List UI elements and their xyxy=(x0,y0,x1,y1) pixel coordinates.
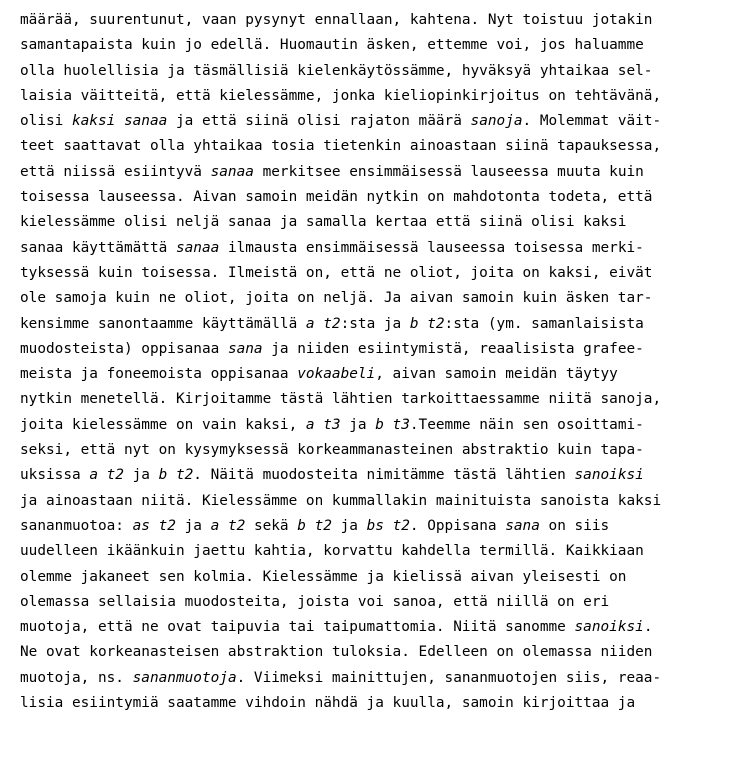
emphasis-run: sanaa xyxy=(175,239,220,256)
text-line xyxy=(20,615,732,640)
text-run: . Molemmat väit- xyxy=(522,113,662,130)
text-line xyxy=(20,640,732,665)
emphasis-run: sanoiksi xyxy=(574,619,644,636)
text-run: sananmuotoa: xyxy=(20,517,133,534)
text-run: ja että siinä olisi rajaton määrä xyxy=(167,113,471,130)
text-run: laisia väitteitä, että kielessämme, jonka kieliopinkirjoitus on tehtävänä, xyxy=(20,87,662,104)
text-run: :sta (ym. samanlaisista xyxy=(444,315,644,332)
text-line xyxy=(20,84,732,109)
emphasis-run: kaksi sanaa xyxy=(71,113,168,130)
text-run: uudelleen ikäänkuin jaettu kahtia, korvattu kahdella termillä. Kaikkiaan xyxy=(20,543,644,560)
text-run: :sta ja xyxy=(340,315,410,332)
text-run: lisia esiintymiä saatamme vihdoin nähdä ja kuulla, samoin kirjoittaa ja xyxy=(20,695,636,712)
text-run: ja niiden esiintymistä, reaalisista grafee- xyxy=(262,340,644,357)
text-run: samantapaista kuin jo edellä. Huomautin äsken, ettemme voi, jos haluamme xyxy=(20,37,644,54)
text-run: . Viimeksi mainittujen, sananmuotojen siis, reaa- xyxy=(236,669,662,686)
emphasis-run: sana xyxy=(227,340,263,357)
text-run: ja xyxy=(340,416,376,433)
emphasis-run: sanoiksi xyxy=(574,467,644,484)
text-run: . Oppisana xyxy=(409,517,506,534)
text-run: toisessa lauseessa. Aivan samoin meidän nytkin on mahdotonta todeta, että xyxy=(20,189,653,206)
text-run: , aivan samoin meidän täytyy xyxy=(375,366,618,383)
text-run: sanaa käyttämättä xyxy=(20,239,176,256)
emphasis-run: sana xyxy=(505,517,540,534)
text-line xyxy=(20,185,732,210)
text-line xyxy=(20,312,732,337)
text-run: sekä xyxy=(245,517,298,534)
text-run: ja ainoastaan niitä. Kielessämme on kummallakin mainituista sanoista kaksi xyxy=(20,492,662,509)
emphasis-run: as t2 xyxy=(132,517,176,534)
text-run: ja xyxy=(175,517,211,534)
emphasis-run: b t2 xyxy=(158,467,194,484)
text-run: on siis xyxy=(539,517,610,534)
text-run: seksi, että nyt on kysymyksessä korkeammanasteinen abstraktio kuin tapa- xyxy=(20,442,644,459)
text-line xyxy=(20,514,732,539)
text-run: merkitsee ensimmäisessä lauseessa muuta kuin xyxy=(253,163,644,180)
text-run: teet saattavat olla yhtaikaa tosia tietenkin ainoastaan siinä tapauksessa, xyxy=(20,138,662,155)
text-line xyxy=(20,666,732,691)
emphasis-run: vokaabeli xyxy=(297,366,376,383)
text-line xyxy=(20,362,732,387)
text-line xyxy=(20,463,732,488)
text-line xyxy=(20,413,732,438)
text-line xyxy=(20,539,732,564)
text-run: Ne ovat korkeanasteisen abstraktion tuloksia. Edelleen on olemassa niiden xyxy=(20,644,653,661)
text-line xyxy=(20,691,732,716)
text-run: ja xyxy=(123,467,159,484)
text-run: .Teemme näin sen osoittami- xyxy=(409,416,644,433)
text-run: kensimme sanontaamme käyttämällä xyxy=(20,315,306,332)
text-run: ja xyxy=(331,517,367,534)
text-line xyxy=(20,489,732,514)
text-run: olisi xyxy=(20,113,72,130)
text-run: muodosteista) oppisanaa xyxy=(20,340,228,357)
text-line xyxy=(20,590,732,615)
emphasis-run: a t2 xyxy=(89,467,124,484)
emphasis-run: b t3 xyxy=(375,416,410,433)
emphasis-run: sanaa xyxy=(210,163,254,180)
text-line xyxy=(20,33,732,58)
text-run: olla huolellisia ja täsmällisiä kielenkäytössämme, hyväksyä yhtaikaa sel- xyxy=(20,62,653,79)
text-line xyxy=(20,387,732,412)
emphasis-run: a t2 xyxy=(305,315,341,332)
emphasis-run: sanoja xyxy=(470,113,523,130)
text-line xyxy=(20,134,732,159)
text-line xyxy=(20,109,732,134)
text-run: että niissä esiintyvä xyxy=(20,163,211,180)
text-line xyxy=(20,236,732,261)
text-run: . Näitä muodosteita nimitämme tästä lähtien xyxy=(193,467,575,484)
emphasis-run: b t2 xyxy=(409,315,445,332)
emphasis-run: a t2 xyxy=(210,517,246,534)
text-run: ole samoja kuin ne oliot, joita on neljä. Ja aivan samoin kuin äsken tar- xyxy=(20,290,653,307)
text-line xyxy=(20,210,732,235)
emphasis-run: bs t2 xyxy=(366,517,410,534)
text-line xyxy=(20,565,732,590)
text-line xyxy=(20,286,732,311)
emphasis-run: a t3 xyxy=(305,416,341,433)
text-run: tyksessä kuin toisessa. Ilmeistä on, että ne oliot, joita on kaksi, eivät xyxy=(20,264,653,281)
text-line xyxy=(20,160,732,185)
text-run: muotoja, että ne ovat taipuvia tai taipumattomia. Niitä sanomme xyxy=(20,619,575,636)
text-line xyxy=(20,261,732,286)
text-run: muotoja, ns. xyxy=(20,669,133,686)
text-run: olemassa sellaisia muodosteita, joista voi sanoa, että niillä on eri xyxy=(20,593,610,610)
text-run: meista ja foneemoista oppisanaa xyxy=(20,366,298,383)
document-text-body xyxy=(20,8,732,716)
text-line xyxy=(20,8,732,33)
text-run: olemme jakaneet sen kolmia. Kielessämme ja kielissä aivan yleisesti on xyxy=(20,568,627,585)
text-run: määrää, suurentunut, vaan pysynyt ennallaan, kahtena. Nyt toistuu jotakin xyxy=(20,12,653,28)
text-run: nytkin menetellä. Kirjoitamme tästä lähtien tarkoittaessamme niitä sanoja, xyxy=(20,391,662,408)
text-run: uksissa xyxy=(20,467,90,484)
text-run: joita kielessämme on vain kaksi, xyxy=(20,416,306,433)
text-line xyxy=(20,438,732,463)
emphasis-run: b t2 xyxy=(297,517,332,534)
text-run: kielessämme olisi neljä sanaa ja samalla kertaa että siinä olisi kaksi xyxy=(20,214,627,231)
text-line xyxy=(20,337,732,362)
text-run: . xyxy=(643,619,653,636)
text-line xyxy=(20,59,732,84)
emphasis-run: sananmuotoja xyxy=(132,669,237,686)
text-run: ilmausta ensimmäisessä lauseessa toisessa merki- xyxy=(219,239,644,256)
